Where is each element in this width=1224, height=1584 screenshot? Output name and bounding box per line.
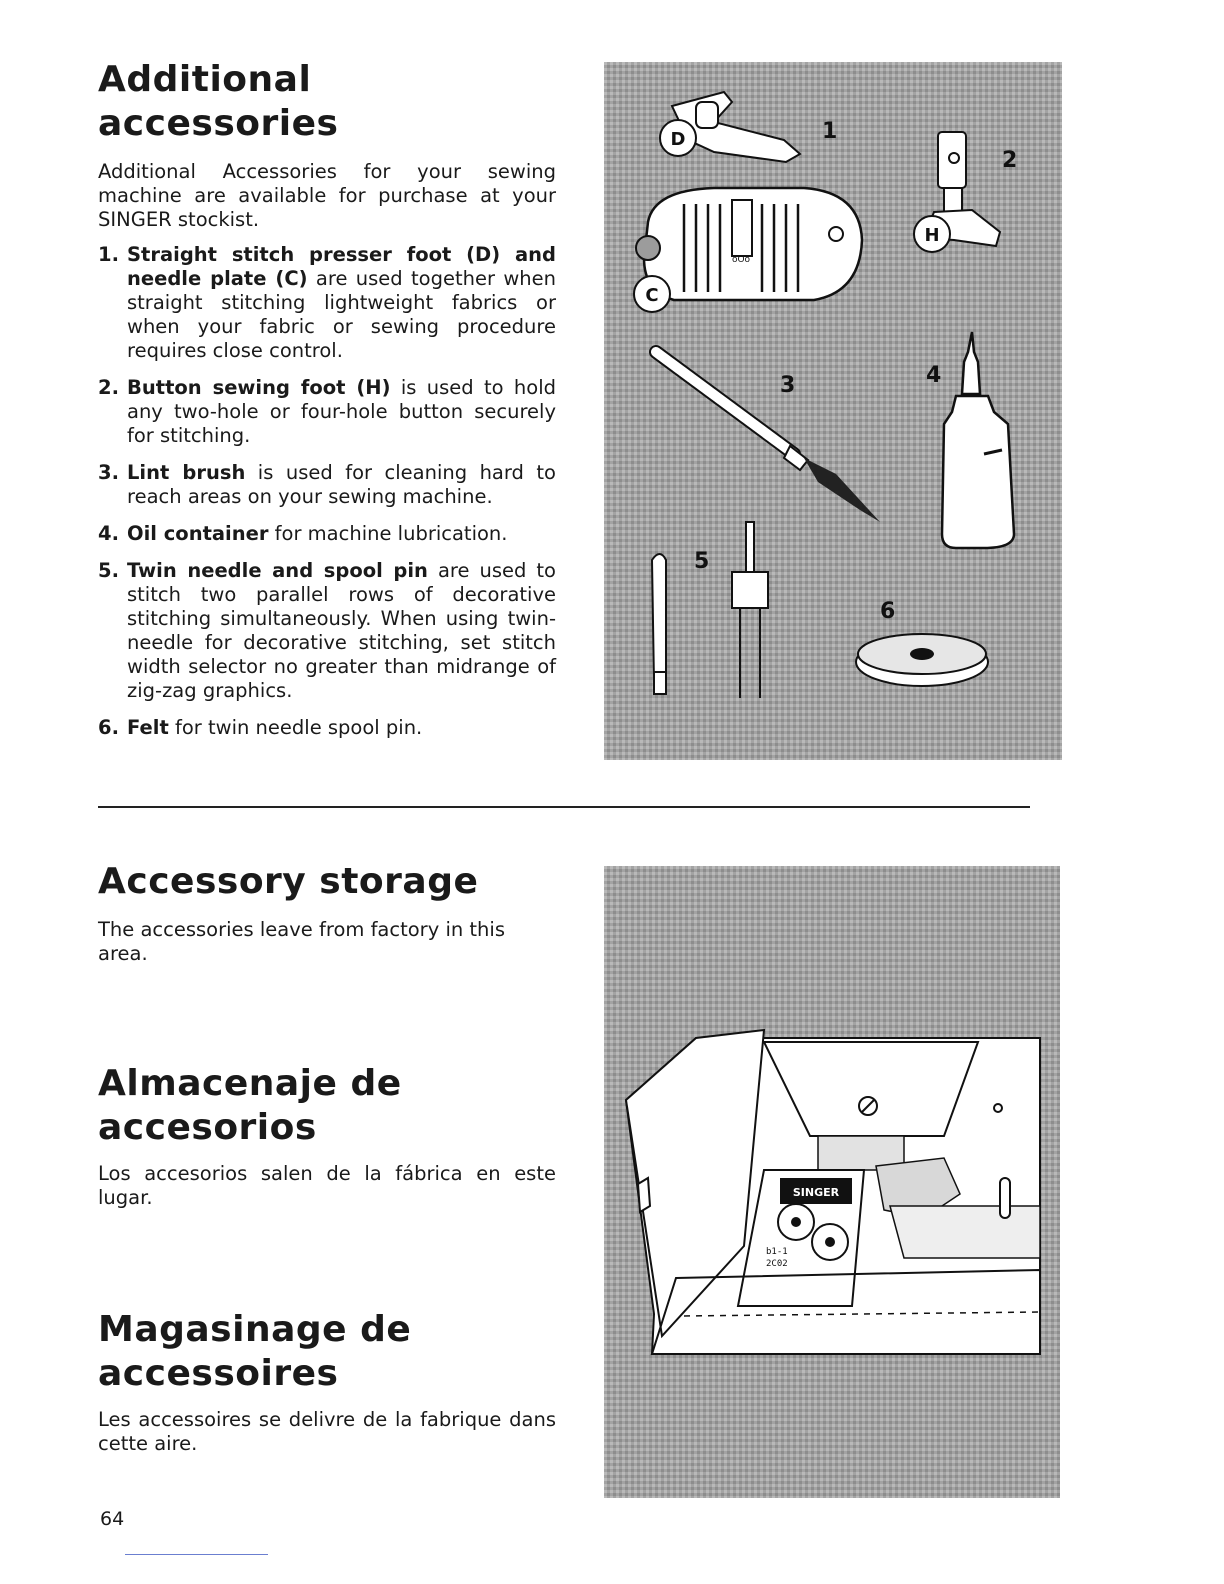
spool-pin-icon bbox=[652, 554, 666, 694]
item-number: 6. bbox=[98, 716, 119, 739]
list-item bbox=[98, 522, 556, 546]
almacenaje-text: Los accesorios salen de la fábrica en este lugar. bbox=[98, 1162, 556, 1209]
brand-label: SINGER bbox=[792, 1186, 840, 1199]
item-number: 1. bbox=[98, 243, 119, 266]
item-term: Twin needle and spool pin bbox=[127, 559, 428, 582]
item-term: Lint brush bbox=[127, 461, 246, 484]
item-number: 2. bbox=[98, 376, 119, 399]
item-term: Felt bbox=[127, 716, 169, 739]
magasinage-title-line2: accessoires bbox=[98, 1353, 339, 1394]
item-term: Straight stitch presser foot (D) and needle plate (C) bbox=[127, 243, 556, 290]
almacenaje-title-line2: accesorios bbox=[98, 1107, 317, 1148]
accessories-title-line1: Additional bbox=[98, 59, 312, 100]
item-description: is used for cleaning hard to reach areas on your sewing machine. bbox=[127, 461, 556, 508]
list-item bbox=[98, 716, 556, 740]
storage-illustration bbox=[604, 866, 1060, 1498]
accessories-list bbox=[98, 243, 556, 753]
callout-3: 3 bbox=[780, 373, 796, 398]
storage-title: Accessory storage bbox=[98, 861, 479, 902]
item-description: are used to stitch two parallel rows of decorative stitching simultaneously. When using twin-needle for decorative stitching, set stitch width selector no greater than midrange of zig-zag graphics. bbox=[127, 559, 556, 702]
accessories-title bbox=[98, 58, 578, 146]
footer-line bbox=[125, 1554, 268, 1555]
needle-plate-icon bbox=[636, 188, 862, 300]
letter-h-marker bbox=[914, 216, 950, 252]
section-divider bbox=[98, 806, 1030, 808]
callout-4: 4 bbox=[926, 363, 942, 388]
letter-c-marker bbox=[634, 276, 670, 312]
callout-6: 6 bbox=[880, 599, 896, 624]
callout-2: 2 bbox=[1002, 148, 1018, 173]
storage-text: The accessories leave from factory in this area. bbox=[98, 918, 505, 965]
plate-mark: oOo bbox=[731, 255, 751, 265]
item-number: 3. bbox=[98, 461, 119, 484]
list-item bbox=[98, 243, 556, 363]
item-term: Oil container bbox=[127, 522, 269, 545]
item-number: 5. bbox=[98, 559, 119, 582]
list-item bbox=[98, 376, 556, 448]
letter-d-marker bbox=[660, 120, 696, 156]
list-item bbox=[98, 461, 556, 509]
item-term: Button sewing foot (H) bbox=[127, 376, 391, 399]
magasinage-title bbox=[98, 1308, 578, 1396]
item-description: for machine lubrication. bbox=[268, 522, 508, 545]
felt-icon bbox=[856, 634, 988, 686]
list-item bbox=[98, 559, 556, 703]
tray-label-1: b1-1 bbox=[766, 1247, 788, 1257]
machine-base-icon bbox=[626, 1030, 1040, 1354]
almacenaje-title-line1: Almacenaje de bbox=[98, 1063, 402, 1104]
item-number: 4. bbox=[98, 522, 119, 545]
page-number: 64 bbox=[100, 1508, 125, 1530]
accessories-intro: Additional Accessories for your sewing machine are available for purchase at your SINGER stockist. bbox=[98, 160, 556, 231]
letter-c: C bbox=[645, 285, 659, 306]
callout-1: 1 bbox=[822, 119, 838, 144]
letter-h: H bbox=[924, 225, 940, 246]
item-description: is used to hold any two-hole or four-hole button securely for stitching. bbox=[127, 376, 556, 447]
accessories-title-line2: accessories bbox=[98, 103, 339, 144]
almacenaje-title bbox=[98, 1062, 578, 1150]
letter-d: D bbox=[670, 129, 686, 150]
item-description: are used together when straight stitching lightweight fabrics or when your fabric or sewing procedure requires close control. bbox=[127, 267, 557, 362]
callout-5: 5 bbox=[694, 549, 710, 574]
item-description: for twin needle spool pin. bbox=[168, 716, 423, 739]
accessories-illustration bbox=[604, 62, 1062, 760]
magasinage-title-line1: Magasinage de bbox=[98, 1309, 412, 1350]
tray-label-2: 2C02 bbox=[766, 1259, 788, 1269]
magasinage-text: Les accessoires se delivre de la fabrique dans cette aire. bbox=[98, 1408, 556, 1455]
